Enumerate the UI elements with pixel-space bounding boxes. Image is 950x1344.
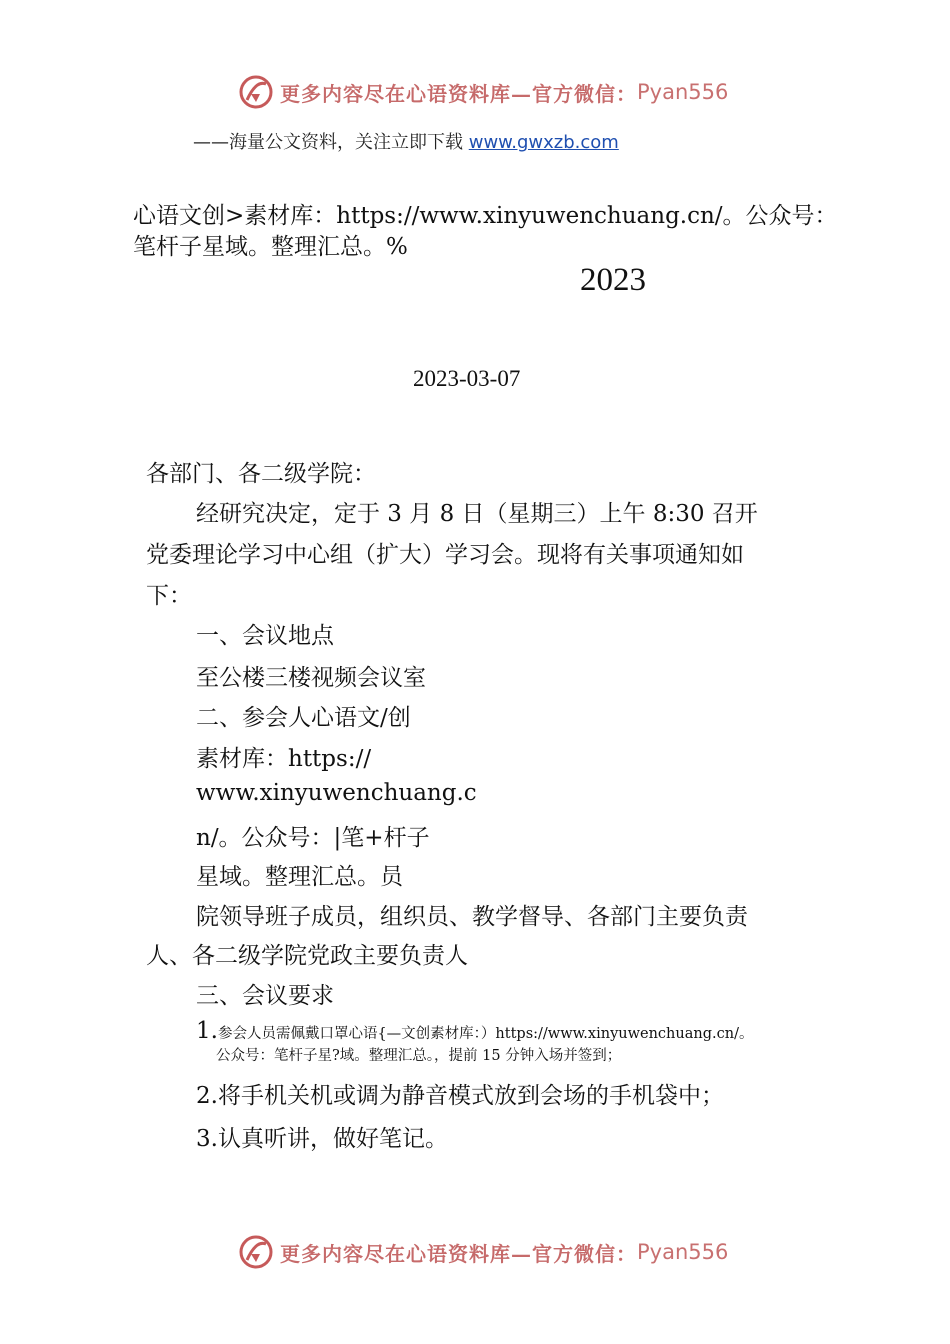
header-banner <box>238 72 728 112</box>
brand-logo-icon <box>238 74 274 110</box>
intro-line-1: 心语文创>素材库：https://www.xinyuwenchuang.cn/。公众号： <box>133 203 838 229</box>
body-line-2: 党委理论学习中心组（扩大）学习会。现将有关事项通知如 <box>146 542 744 568</box>
intro-line-2: 笔杆子星域。整理汇总。% <box>133 234 408 260</box>
brand-logo-icon <box>238 1234 274 1270</box>
section2-line-2: www.xinyuwenchuang.c <box>196 780 477 806</box>
section1-content: 至公楼三楼视频会议室 <box>196 665 426 691</box>
footer-banner-text: 更多内容尽在心语资料库—官方微信： <box>280 1241 637 1266</box>
body-line-1: 经研究决定，定于 3 月 8 日（星期三）上午 8:30 召开 <box>196 501 758 527</box>
item1-line-1: 参会人员需佩戴口罩心语{—文创素材库：）https://www.xinyuwenchuang.cn/。 <box>217 1026 754 1042</box>
subline <box>193 128 619 154</box>
requirement-item-2: 2.将手机关机或调为静音模式放到会场的手机袋中； <box>196 1083 724 1109</box>
header-banner-text: 更多内容尽在心语资料库—官方微信： <box>280 81 637 106</box>
section2-line-1: 素材库：https:// <box>196 746 372 772</box>
item1-line-2: 公众号：笔杆子星?域。整理汇总。，提前 15 分钟入场并签到； <box>216 1048 622 1064</box>
salutation: 各部门、各二级学院： <box>146 461 376 487</box>
document-date: 2023-03-07 <box>413 366 521 391</box>
section2-heading: 二、参会人心语文/创 <box>196 705 411 731</box>
section1-heading: 一、会议地点 <box>196 623 334 649</box>
section3-heading: 三、会议要求 <box>196 983 334 1009</box>
site-link[interactable]: www.gwxzb.com <box>468 132 619 153</box>
section2-line-4: 星域。整理汇总。员 <box>196 864 403 890</box>
section2-attendees-1: 院领导班子成员，组织员、教学督导、各部门主要负责 <box>196 904 748 930</box>
body-line-3: 下： <box>146 583 192 609</box>
section2-line-3: n/。公众号：|笔+杆子 <box>196 825 430 851</box>
footer-banner <box>238 1232 728 1272</box>
subline-text: ——海量公文资料，关注立即下载 <box>193 132 469 153</box>
section2-attendees-2: 人、各二级学院党政主要负责人 <box>146 943 468 969</box>
requirement-item-3: 3.认真听讲，做好笔记。 <box>196 1126 448 1152</box>
footer-wechat-id: Pyan556 <box>637 1240 729 1264</box>
document-year: 2023 <box>580 262 646 298</box>
item1-number: 1. <box>196 1018 218 1044</box>
header-wechat-id: Pyan556 <box>637 80 729 104</box>
requirement-item-1 <box>196 1018 753 1044</box>
